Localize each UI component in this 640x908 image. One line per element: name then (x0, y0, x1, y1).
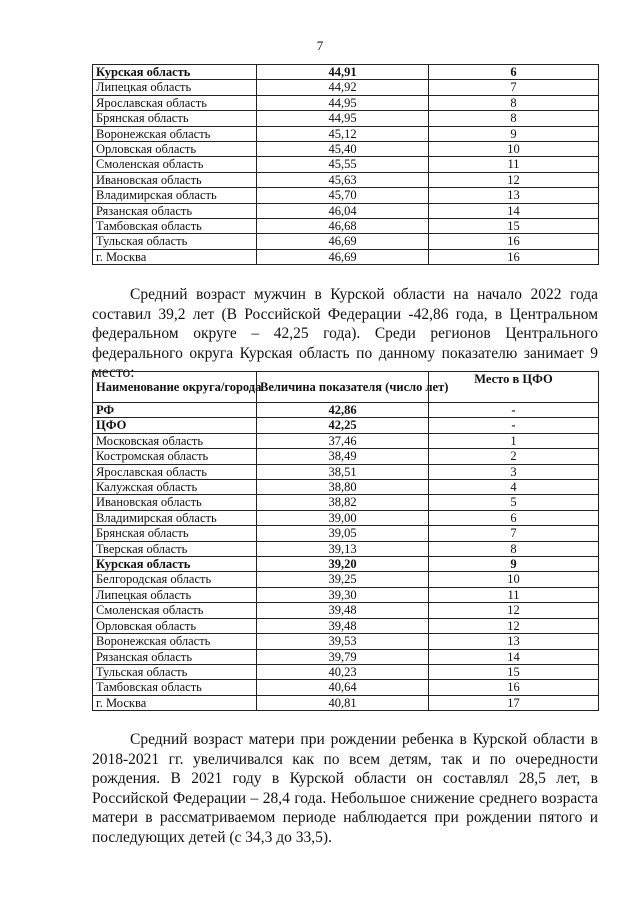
value-cell: 46,04 (257, 203, 429, 218)
rank-cell: 12 (429, 172, 599, 187)
value-cell: 45,63 (257, 172, 429, 187)
table-row (93, 418, 599, 433)
table-row (93, 649, 599, 664)
value-cell: 38,82 (257, 495, 429, 510)
table-row (93, 403, 599, 418)
table-row (93, 557, 599, 572)
header-value: Величина показателя (число лет) (257, 372, 429, 403)
rank-cell: 11 (429, 157, 599, 172)
rank-cell: 5 (429, 495, 599, 510)
table-row (93, 526, 599, 541)
table-row (93, 449, 599, 464)
rank-cell: 16 (429, 249, 599, 264)
region-cell: Тамбовская область (93, 680, 257, 695)
region-cell: Липецкая область (93, 587, 257, 602)
value-cell: 46,69 (257, 234, 429, 249)
table-row (93, 65, 599, 80)
rank-cell: 16 (429, 680, 599, 695)
rank-cell: 17 (429, 695, 599, 710)
rank-cell: 4 (429, 480, 599, 495)
rank-cell: 9 (429, 557, 599, 572)
region-cell: Курская область (93, 557, 257, 572)
table-row (93, 142, 599, 157)
value-cell: 39,25 (257, 572, 429, 587)
region-cell: Ярославская область (93, 95, 257, 110)
value-cell: 39,00 (257, 510, 429, 525)
region-cell: Курская область (93, 65, 257, 80)
rank-cell: 13 (429, 634, 599, 649)
rank-cell: 12 (429, 603, 599, 618)
region-cell: Воронежская область (93, 634, 257, 649)
region-cell: Костромская область (93, 449, 257, 464)
region-cell: Тульская область (93, 234, 257, 249)
rank-cell: 15 (429, 219, 599, 234)
value-cell: 44,95 (257, 111, 429, 126)
rank-cell: 8 (429, 541, 599, 556)
rank-cell: 14 (429, 649, 599, 664)
table-row (93, 664, 599, 679)
value-cell: 38,51 (257, 464, 429, 479)
table-row (93, 618, 599, 633)
region-cell: Белгородская область (93, 572, 257, 587)
table-row (93, 541, 599, 556)
region-cell: Московская область (93, 433, 257, 448)
rank-cell: 9 (429, 126, 599, 141)
table-row (93, 634, 599, 649)
table-row (93, 234, 599, 249)
value-cell: 38,49 (257, 449, 429, 464)
value-cell: 45,55 (257, 157, 429, 172)
value-cell: 39,48 (257, 618, 429, 633)
rank-cell: 6 (429, 65, 599, 80)
table-row (93, 80, 599, 95)
region-cell: Ивановская область (93, 172, 257, 187)
table-row (93, 111, 599, 126)
region-cell: Брянская область (93, 526, 257, 541)
region-cell: Воронежская область (93, 126, 257, 141)
region-cell: Рязанская область (93, 203, 257, 218)
value-cell: 38,80 (257, 480, 429, 495)
region-cell: ЦФО (93, 418, 257, 433)
rank-cell: - (429, 403, 599, 418)
value-cell: 40,81 (257, 695, 429, 710)
mother-age-paragraph: Средний возраст матери при рождении ребенка в Курской области в 2018-2021 гг. увеличивался как по всем детям, так и по очередности рождения. В 2021 году в Курской области он составлял 28,5 лет, в Российской Федерации – 28,4 года. Небольшое снижение среднего возраста матери в рассматриваемом периоде наблюдается при рождении пятого и последующих детей (с 34,3 до 33,5). (92, 731, 598, 846)
rank-cell: 10 (429, 572, 599, 587)
table-row (93, 126, 599, 141)
region-cell: Владимирская область (93, 510, 257, 525)
region-cell: Владимирская область (93, 188, 257, 203)
table-row (93, 572, 599, 587)
value-cell: 45,12 (257, 126, 429, 141)
rank-cell: 16 (429, 234, 599, 249)
value-cell: 45,40 (257, 142, 429, 157)
region-cell: Тверская область (93, 541, 257, 556)
table-row (93, 157, 599, 172)
rank-cell: 15 (429, 664, 599, 679)
value-cell: 44,95 (257, 95, 429, 110)
region-cell: Тульская область (93, 664, 257, 679)
rank-cell: 3 (429, 464, 599, 479)
value-cell: 39,05 (257, 526, 429, 541)
table-row (93, 172, 599, 187)
regions-ranking-table-continued (92, 64, 599, 265)
region-cell: Тамбовская область (93, 219, 257, 234)
table-row (93, 587, 599, 602)
region-cell: Ярославская область (93, 464, 257, 479)
rank-cell: 14 (429, 203, 599, 218)
value-cell: 39,48 (257, 603, 429, 618)
table-row (93, 695, 599, 710)
rank-cell: 13 (429, 188, 599, 203)
value-cell: 46,69 (257, 249, 429, 264)
rank-cell: 8 (429, 111, 599, 126)
male-age-paragraph: Средний возраст мужчин в Курской области на начало 2022 года составил 39,2 лет (В Российской Федерации -42,86 года, в Центральном федеральном округе – 42,25 года). Среди регионов Центрального федерального округа Курская область по данному показателю занимает 9 место: (92, 286, 598, 381)
value-cell: 40,23 (257, 664, 429, 679)
table-row (93, 464, 599, 479)
region-cell: Орловская область (93, 142, 257, 157)
table-row (93, 203, 599, 218)
value-cell: 44,92 (257, 80, 429, 95)
value-cell: 42,86 (257, 403, 429, 418)
region-cell: г. Москва (93, 695, 257, 710)
region-cell: Ивановская область (93, 495, 257, 510)
table-row (93, 510, 599, 525)
region-cell: Липецкая область (93, 80, 257, 95)
table-row (93, 480, 599, 495)
header-region: Наименование округа/города (93, 372, 257, 403)
value-cell: 46,68 (257, 219, 429, 234)
value-cell: 45,70 (257, 188, 429, 203)
value-cell: 44,91 (257, 65, 429, 80)
value-cell: 39,13 (257, 541, 429, 556)
table2-body (93, 403, 599, 711)
region-cell: Смоленская область (93, 603, 257, 618)
region-cell: Рязанская область (93, 649, 257, 664)
table-header-row (93, 372, 599, 403)
value-cell: 39,53 (257, 634, 429, 649)
rank-cell: 7 (429, 526, 599, 541)
value-cell: 39,30 (257, 587, 429, 602)
region-cell: Орловская область (93, 618, 257, 633)
page-number: 7 (316, 38, 324, 53)
rank-cell: 12 (429, 618, 599, 633)
header-rank: Место в ЦФО (429, 372, 599, 403)
table-row (93, 188, 599, 203)
table-row (93, 95, 599, 110)
rank-cell: 7 (429, 80, 599, 95)
rank-cell: - (429, 418, 599, 433)
table1-body (93, 65, 599, 265)
region-cell: Смоленская область (93, 157, 257, 172)
table-row (93, 495, 599, 510)
rank-cell: 6 (429, 510, 599, 525)
male-average-age-table (92, 371, 599, 711)
rank-cell: 10 (429, 142, 599, 157)
table-row (93, 680, 599, 695)
value-cell: 37,46 (257, 433, 429, 448)
rank-cell: 8 (429, 95, 599, 110)
region-cell: г. Москва (93, 249, 257, 264)
rank-cell: 11 (429, 587, 599, 602)
table-row (93, 603, 599, 618)
region-cell: РФ (93, 403, 257, 418)
value-cell: 42,25 (257, 418, 429, 433)
region-cell: Брянская область (93, 111, 257, 126)
rank-cell: 2 (429, 449, 599, 464)
table-row (93, 219, 599, 234)
table-row (93, 249, 599, 264)
table-row (93, 433, 599, 448)
value-cell: 39,20 (257, 557, 429, 572)
region-cell: Калужская область (93, 480, 257, 495)
value-cell: 40,64 (257, 680, 429, 695)
rank-cell: 1 (429, 433, 599, 448)
value-cell: 39,79 (257, 649, 429, 664)
